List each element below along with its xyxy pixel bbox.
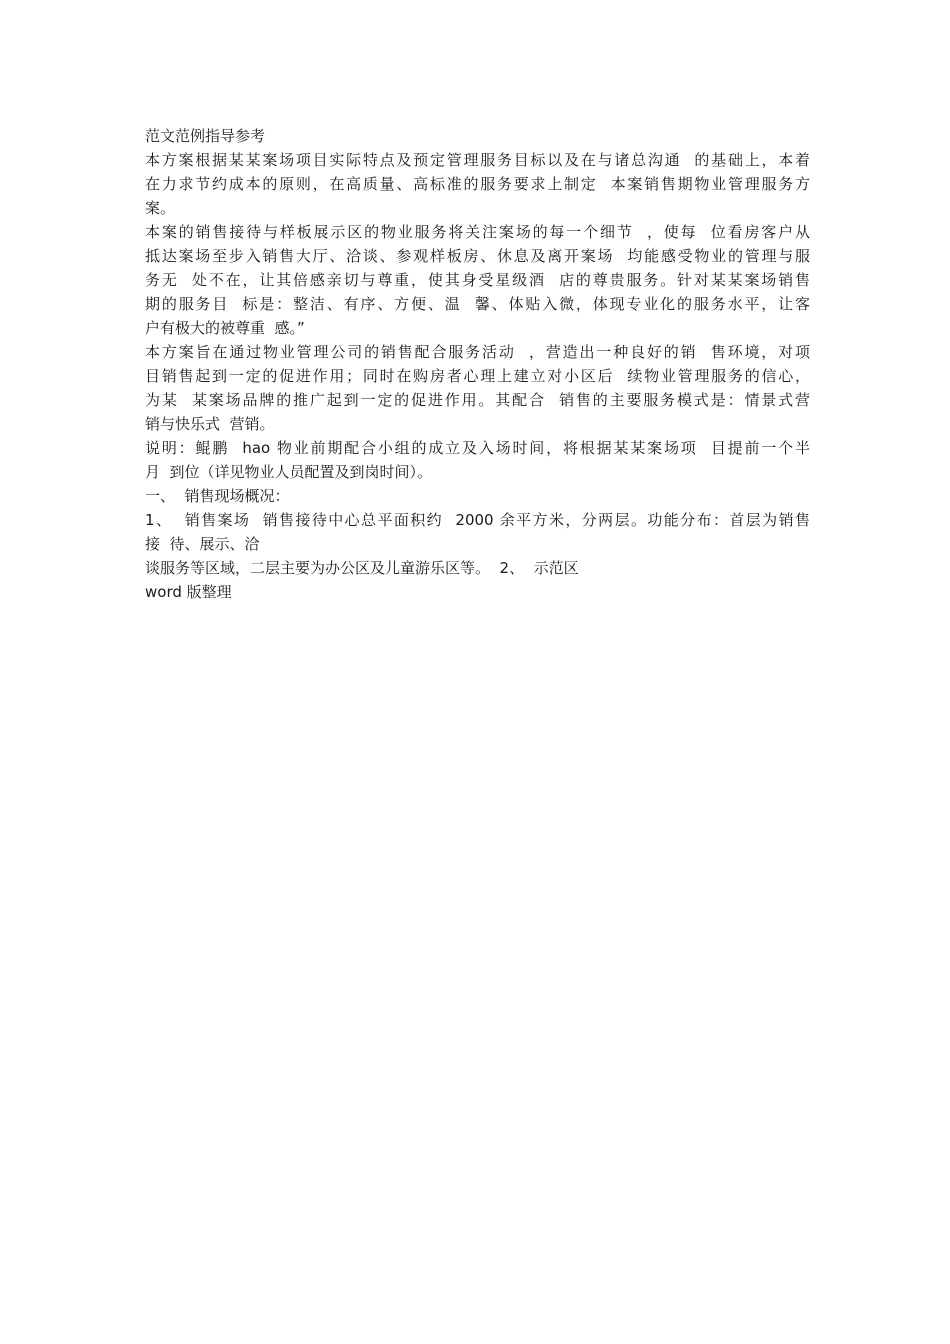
- text-line: 期的服务目 标是：整洁、有序、方便、温 馨、体贴入微，体现专业化的服务水平，让客: [145, 295, 810, 313]
- text-line: 案。: [145, 199, 176, 217]
- text-line: 抵达案场至步入销售大厅、洽谈、参观样板房、休息及离开案场 均能感受物业的管理与服: [145, 247, 810, 265]
- text-line: 一、 销售现场概况：: [145, 487, 290, 505]
- text-line: 月 到位（详见物业人员配置及到岗时间）。: [145, 463, 433, 481]
- document-page: [145, 124, 810, 604]
- text-line: 为某 某案场品牌的推广起到一定的促进作用。其配合 销售的主要服务模式是：情景式营: [145, 391, 810, 409]
- paragraph-site-continued: [145, 556, 810, 580]
- paragraph-purpose: [145, 340, 810, 436]
- paragraph-site-overview: [145, 508, 810, 556]
- text-line: 本方案旨在通过物业管理公司的销售配合服务活动 ，营造出一种良好的销 售环境，对项: [145, 343, 810, 361]
- text-line: 1、 销售案场 销售接待中心总平面积约 2000 余平方米，分两层。功能分布：首层为销售: [145, 511, 810, 529]
- document-header: 范文范例指导参考: [145, 127, 266, 145]
- text-line: 本方案根据某某案场项目实际特点及预定管理服务目标以及在与诸总沟通 的基础上，本着: [145, 151, 810, 169]
- paragraph-intro: [145, 148, 810, 220]
- text-line: 谈服务等区域，二层主要为办公区及儿童游乐区等。 2、 示范区: [145, 559, 579, 577]
- text-line: 本案的销售接待与样板展示区的物业服务将关注案场的每一个细节 ，使每 位看房客户从: [145, 223, 810, 241]
- text-line: 在力求节约成本的原则，在高质量、高标准的服务要求上制定 本案销售期物业管理服务方: [145, 175, 810, 193]
- text-line: 务无 处不在，让其倍感亲切与尊重，使其身受星级酒 店的尊贵服务。针对某某案场销售: [145, 271, 810, 289]
- paragraph-note: [145, 436, 810, 484]
- text-line: 户有极大的被尊重 感。”: [145, 319, 305, 337]
- section-heading: [145, 484, 810, 508]
- text-line: 接 待、展示、洽: [145, 535, 260, 553]
- text-line: 销与快乐式 营销。: [145, 415, 275, 433]
- text-line: 目销售起到一定的促进作用；同时在购房者心理上建立对小区后 续物业管理服务的信心，: [145, 367, 810, 385]
- text-line: 说明：鲲鹏 hao 物业前期配合小组的成立及入场时间，将根据某某案场项 目提前一个半: [145, 439, 810, 457]
- document-footer: word 版整理: [145, 583, 232, 601]
- paragraph-service: [145, 220, 810, 340]
